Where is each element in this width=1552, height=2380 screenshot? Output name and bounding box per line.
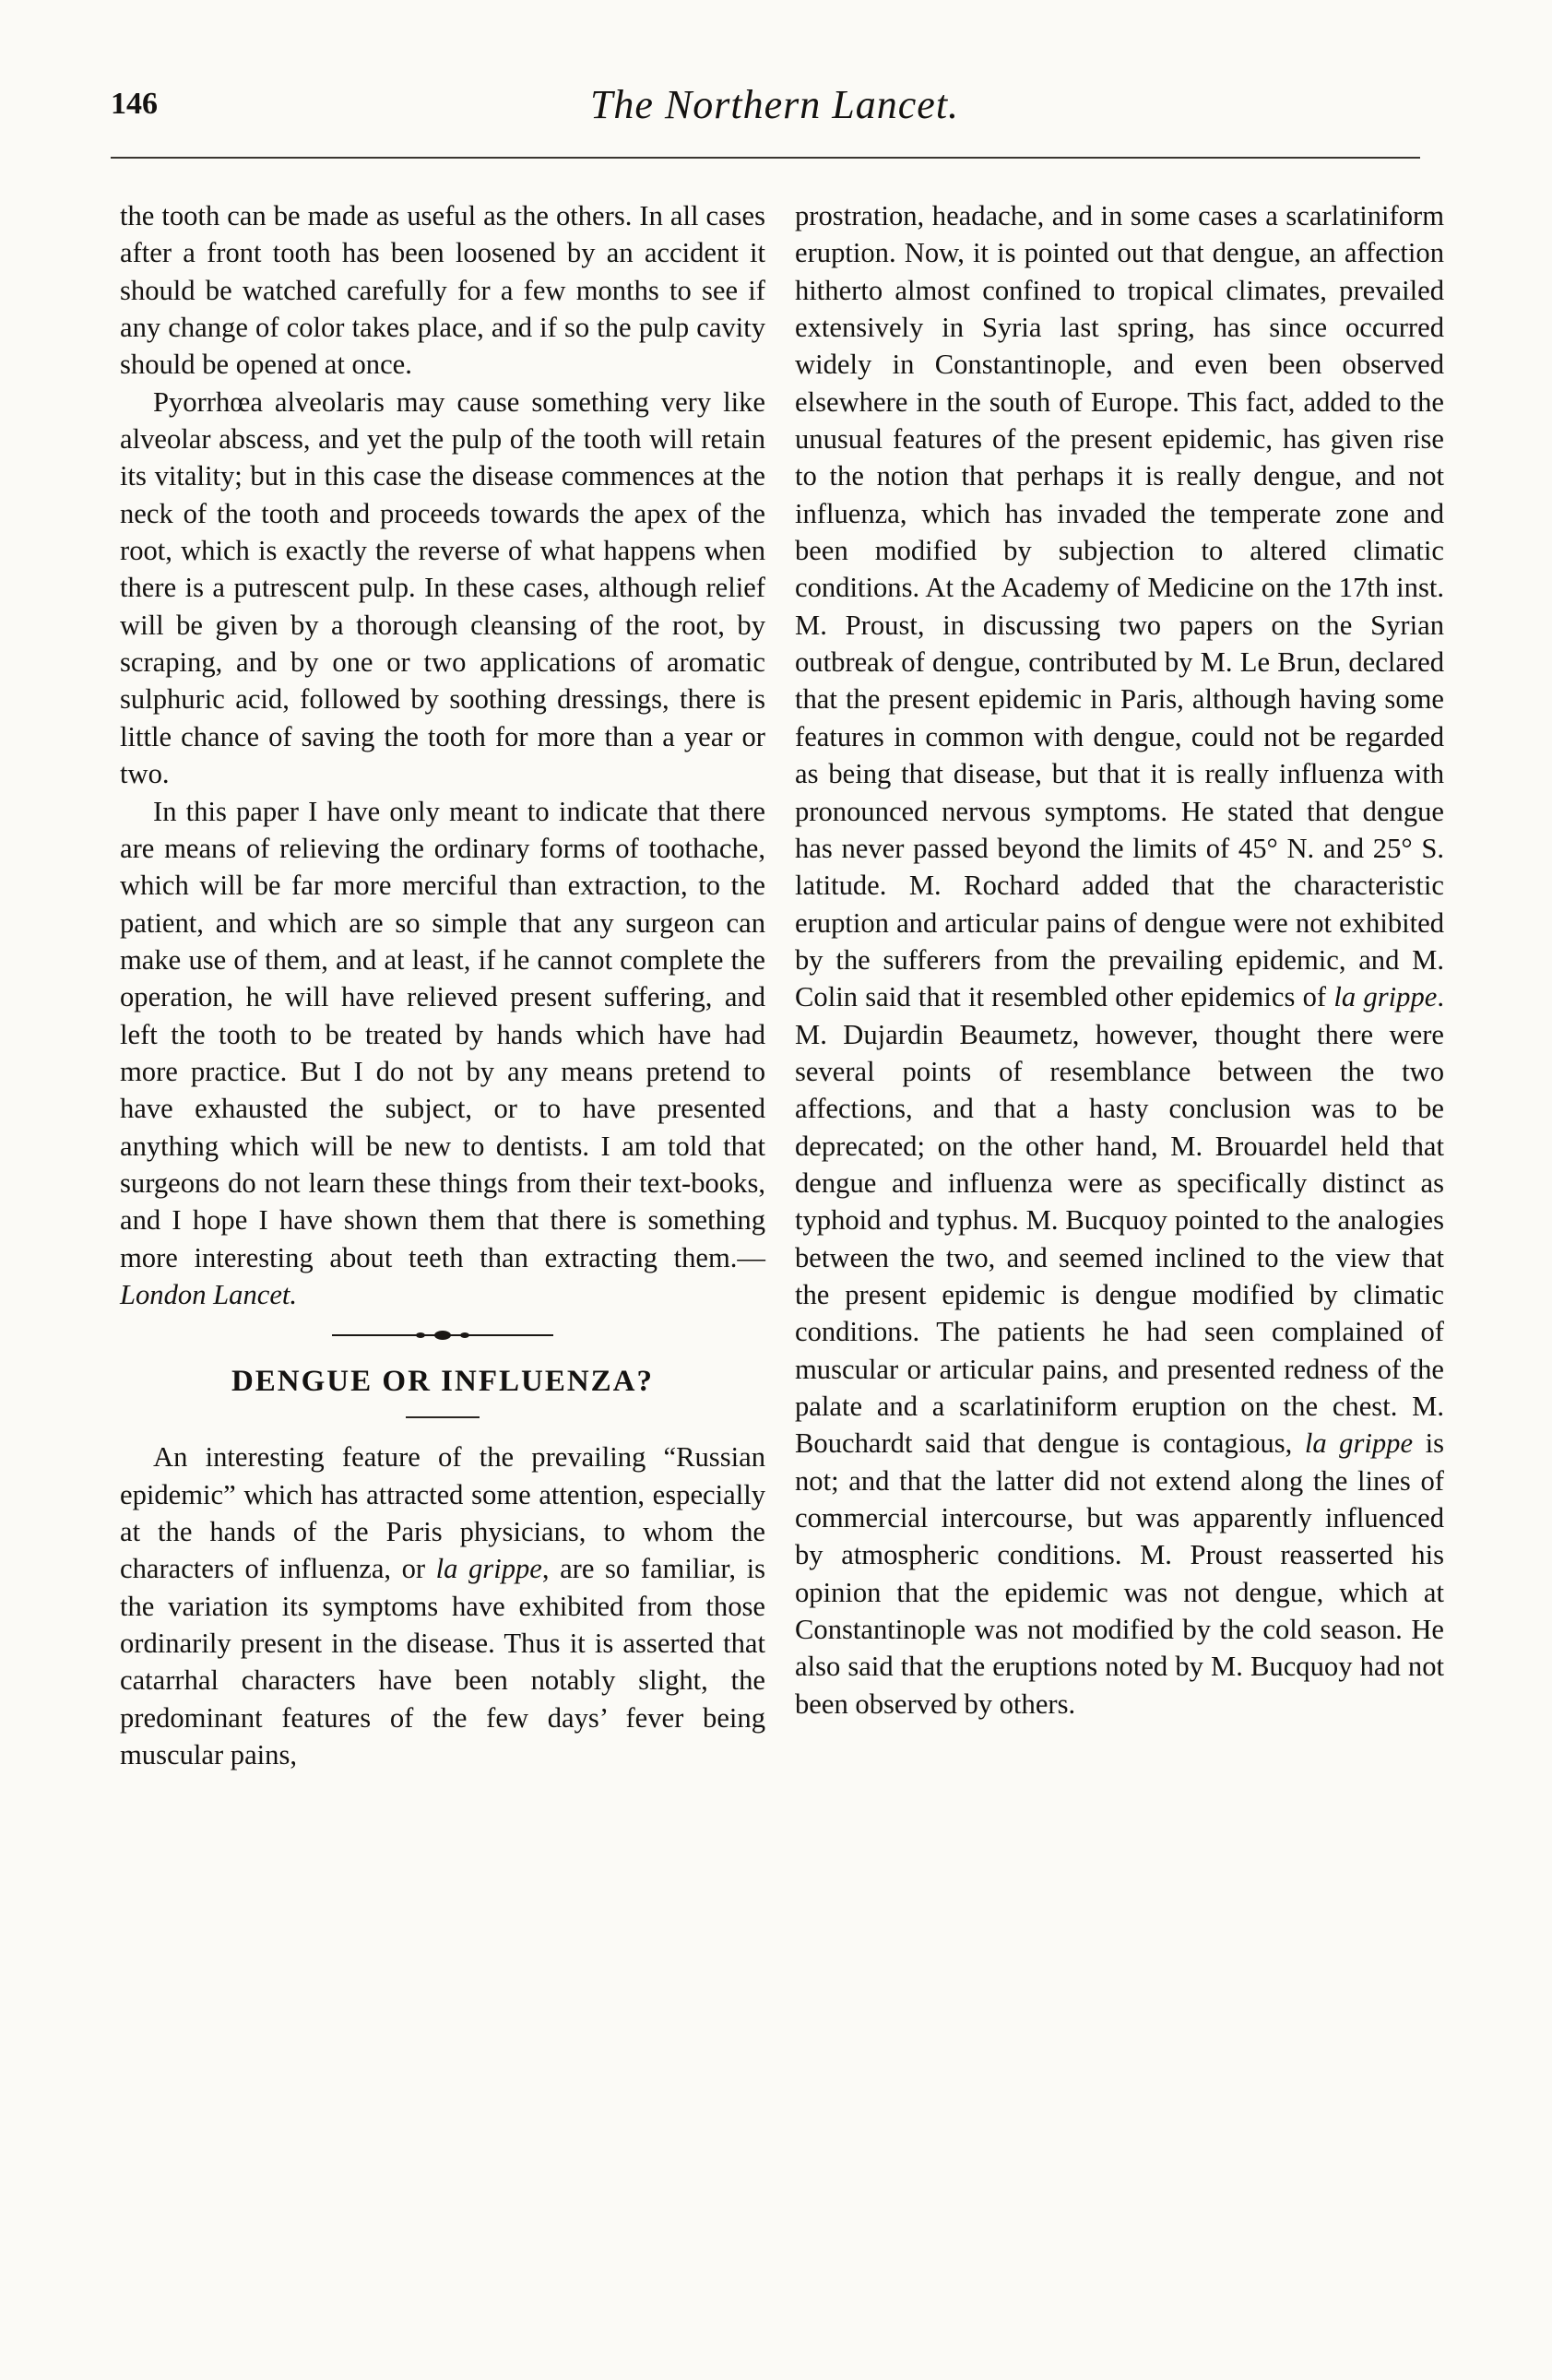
page-number: 146 [111, 87, 158, 121]
paragraph-tooth-useful: the tooth can be made as useful as the others. In all cases after a front tooth has been loosened by an accident it should be watched carefully for a few months to see if any change of color takes place, and if so the pulp cavity should be opened at once. [120, 200, 765, 381]
discussion-text-a: prostration, headache, and in some cases a scarlatiniform eruption. Now, it is pointed out that dengue, an affection hitherto almost confined to tropical climates, prevailed extensively in Syria last spring, has since occurred widely in Constantinople, and even been observed elsewhere in the south of Europe. This fact, added to the unusual features of the present epidemic, has given rise to the notion that perhaps it is really dengue, and not influenza, which has invaded the temperate zone and been modified by subjection to altered climatic conditions. At the Academy of Medicine on the 17th inst. M. Proust, in discussing two papers on the Syrian outbreak of dengue, contributed by M. Le Brun, declared that the present epidemic in Paris, although having some features in common with dengue, could not be regarded as being that disease, but that it is really influenza with pronounced nervous symptoms. He stated that dengue has never passed beyond the limits of 45° N. and 25° S. latitude. M. Rochard added that the characteristic eruption and articular pains of dengue were not exhibited by the sufferers from the prevailing epidemic, and M. Colin said that it resembled other epidemics of [795, 200, 1444, 1013]
article-heading: DENGUE OR INFLUENZA? [231, 1365, 655, 1399]
heading-rule [406, 1416, 480, 1418]
header-rule [111, 157, 1420, 159]
paragraph-pyorrhoea: Pyorrhœa alveolaris may cause something very like alveolar abscess, and yet the pulp of the tooth will retain its vitality; but in this case the disease commences at the neck of the tooth and proceeds towards the apex of the root, which is exactly the reverse of what happens when there is a putrescent pulp. In these cases, although relief will be given by a thorough cleansing of the root, by scraping, and by one or two applications of aromatic sulphuric acid, followed by soothing dressings, there is little chance of saving the tooth for more than a year or two. [120, 385, 765, 790]
intro-italic: la grippe [435, 1553, 542, 1585]
intro-text-b: , are so familiar, is the variation its symptoms have exhibited from those ordinarily present in the disease. Thus it is asserted that catarrhal characters have been notably slight, the predominant features of the few days’ fever being muscular pains, [120, 1553, 765, 1771]
source-citation: London Lancet. [120, 1278, 298, 1310]
running-head [111, 81, 1439, 136]
ornamental-divider [332, 1328, 553, 1343]
right-column [795, 197, 1444, 1723]
intro-text-a: An interesting feature of the prevailing “Russian epidemic” which has attracted some attention, especially at the hands of the Paris physicians, to whom the characters of influenza, or [120, 1441, 765, 1585]
discussion-text-b: . M. Dujardin Beaumetz, however, thought there were several points of resemblance between the two affections, and that a hasty conclusion was to be deprecated; on the other hand, M. Brouardel held that dengue and influenza were as specifically distinct as typhoid and typhus. M. Bucquoy pointed to the analogies between the two, and seemed inclined to the view that the present epidemic is dengue modified by climatic conditions. The patients he had seen complained of muscular or articular pains, and presented redness of the palate and a scarlatiniform eruption on the chest. M. Bouchardt said that dengue is contagious, [795, 981, 1444, 1460]
discussion-text-c: is not; and that the latter did not extend along the lines of commercial intercourse, but was apparently influenced by atmospheric conditions. M. Proust reasserted his opinion that the epidemic was not dengue, which at Constantinople was not modified by the cold season. He also said that the eruptions noted by M. Bucquoy had not been observed by others. [795, 1427, 1444, 1720]
discussion-italic-2: la grippe [1304, 1427, 1414, 1460]
paragraph-conclusion [120, 793, 765, 1314]
journal-title: The Northern Lancet. [589, 82, 960, 127]
conclusion-text: In this paper I have only meant to indicate that there are means of relieving the ordinary forms of toothache, which will be far more merciful than extraction, to the patient, and which are so simple that any surgeon can make use of them, and at least, if he cannot complete the operation, he will have relieved present suffering, and left the tooth to be treated by hands which have had more practice. But I do not by any means pretend to have exhausted the subject, or to have presented anything which will be new to dentists. I am told that surgeons do not learn these things from their text-books, and I hope I have shown them that there is something more interesting about teeth than extracting them.— [120, 795, 765, 1273]
paragraph-dengue-discussion [795, 197, 1444, 1723]
paragraph-dengue-intro [120, 1439, 765, 1773]
discussion-italic-1: la grippe [1333, 981, 1438, 1013]
left-column [120, 197, 765, 1773]
